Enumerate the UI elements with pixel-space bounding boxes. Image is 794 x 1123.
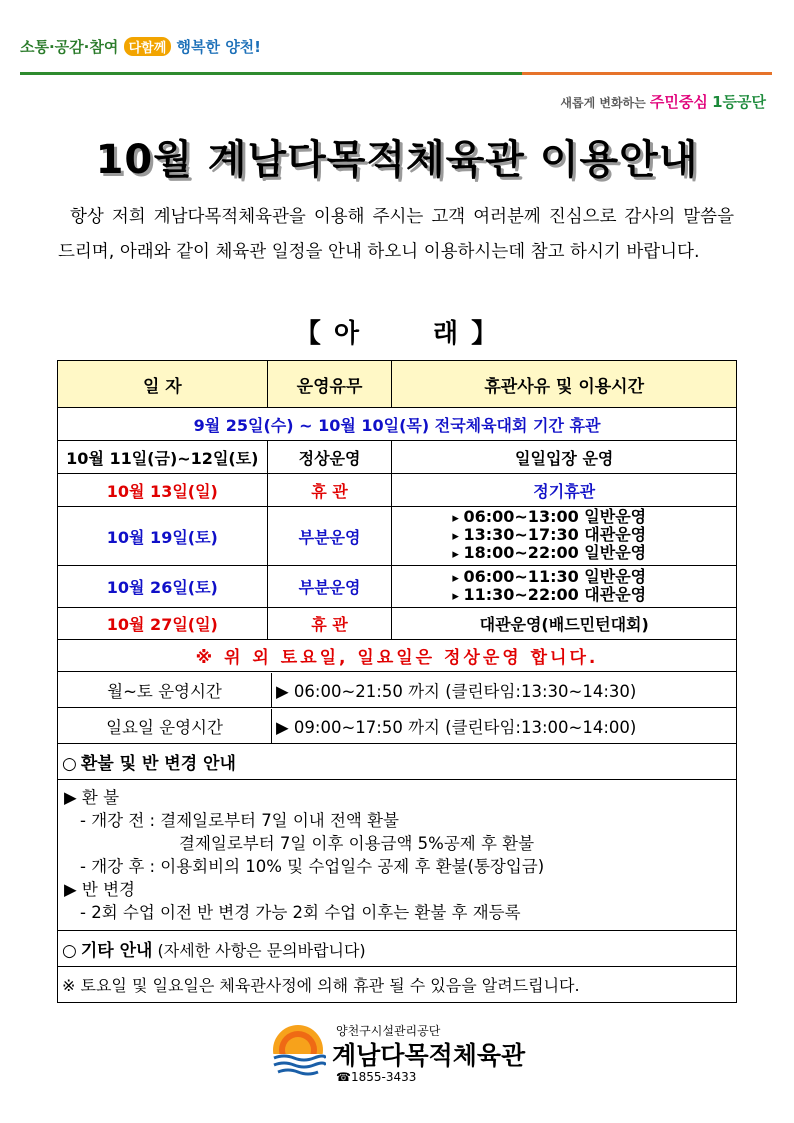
refund-line: - 2회 수업 이전 반 변경 가능 2회 수업 이후는 환불 후 재등록 (80, 903, 521, 922)
hours-row (58, 708, 737, 744)
notice-heading (0, 313, 794, 350)
footer-phone: ☎1855-3433 (336, 1070, 417, 1084)
time-slot: ▸ 11:30~22:00 대관운영 (452, 587, 732, 605)
closure-row (58, 408, 737, 441)
header-divider (20, 72, 772, 75)
other-heading: ○ 기타 안내 (자세한 사항은 문의바랍니다) (58, 931, 737, 967)
footer-name: 계남다목적체육관 (332, 1041, 526, 1070)
refund-line: ▶ 반 변경 (64, 880, 135, 899)
notice-heading-close: 래 】 (433, 319, 500, 349)
motto-badge: 1등공단 (712, 93, 766, 111)
slogan-brand: 행복한 양천! (176, 38, 262, 56)
hours-value: ▶ 06:00~21:50 까지 (클린타임:13:30~14:30) (276, 681, 637, 701)
row-status: 부분운영 (267, 566, 392, 608)
table-row (58, 608, 737, 640)
hours-row (58, 672, 737, 708)
refund-line: - 개강 후 : 이용회비의 10% 및 수업일수 공제 후 환불(통장입금) (80, 857, 545, 876)
sun-wave-logo-icon (270, 1024, 326, 1080)
page-title: 10월 계남다목적체육관 이용안내 (95, 137, 699, 183)
table-row (58, 474, 737, 507)
row-status: 정상운영 (267, 441, 392, 474)
slogan-badge: 다함께 (124, 37, 172, 56)
row-status: 휴 관 (267, 474, 392, 507)
row-status: 휴 관 (267, 608, 392, 640)
motto-main: 주민중심 (649, 93, 708, 111)
refund-line: 결제일로부터 7일 이후 이용금액 5%공제 후 환불 (179, 834, 535, 853)
time-slot: ▸ 06:00~13:00 일반운영 (452, 509, 732, 527)
hours-label: 일요일 운영시간 (58, 709, 272, 743)
table-row (58, 507, 737, 566)
time-slot: ▸ 06:00~11:30 일반운영 (452, 569, 732, 587)
row-detail: 정기휴관 (392, 474, 737, 507)
time-slot: ▸ 13:30~17:30 대관운영 (452, 527, 732, 545)
row-status: 부분운영 (267, 507, 392, 566)
row-times (392, 566, 737, 608)
weekend-row (58, 640, 737, 672)
footer (270, 1020, 570, 1090)
refund-line: - 개강 전 : 결제일로부터 7일 이내 전액 환불 (80, 811, 399, 830)
circle-icon: ○ (62, 941, 77, 961)
footnote-row (58, 967, 737, 1003)
row-date: 10월 26일(토) (58, 566, 268, 608)
refund-heading-row (58, 744, 737, 780)
refund-details (58, 780, 737, 931)
motto-prefix: 새롭게 변화하는 (560, 96, 646, 110)
row-date: 10월 27일(일) (58, 608, 268, 640)
hours-label: 월~토 운영시간 (58, 673, 272, 707)
refund-line: ▶ 환 불 (64, 788, 120, 807)
row-date: 10월 11일(금)~12일(토) (58, 441, 268, 474)
slogan (20, 36, 261, 57)
other-note: (자세한 사항은 문의바랍니다) (157, 941, 366, 960)
footer-org: 양천구시설관리공단 (336, 1024, 441, 1038)
table-row (58, 566, 737, 608)
row-times (392, 507, 737, 566)
header-status: 운영유무 (267, 361, 392, 408)
intro-text: 항상 저희 계남다목적체육관을 이용해 주시는 고객 여러분께 진심으로 감사의 말씀을 드리며, 아래와 같이 체육관 일정을 안내 하오니 이용하시는데 참고 하시기 바랍니다. (58, 207, 734, 262)
slogan-text: 소통·공감·참여 (20, 38, 119, 56)
notice-heading-open: 【 아 (294, 319, 361, 349)
closure-notice: 9월 25일(수) ~ 10월 10일(목) 전국체육대회 기간 휴관 (58, 408, 737, 441)
header-date: 일 자 (58, 361, 268, 408)
other-heading-row (58, 931, 737, 967)
motto (560, 91, 766, 112)
refund-heading: ○ 환불 및 반 변경 안내 (58, 744, 737, 780)
circle-icon: ○ (62, 754, 77, 774)
intro-paragraph (58, 200, 734, 270)
time-slot: ▸ 18:00~22:00 일반운영 (452, 545, 732, 563)
table-row (58, 441, 737, 474)
table-header-row (58, 361, 737, 408)
row-detail: 일일입장 운영 (392, 441, 737, 474)
schedule-table (57, 360, 737, 1003)
row-date: 10월 19일(토) (58, 507, 268, 566)
row-date: 10월 13일(일) (58, 474, 268, 507)
header-detail: 휴관사유 및 이용시간 (392, 361, 737, 408)
hours-value: ▶ 09:00~17:50 까지 (클린타임:13:00~14:00) (276, 717, 637, 737)
row-detail: 대관운영(배드민턴대회) (392, 608, 737, 640)
refund-details-row (58, 780, 737, 931)
weekend-notice: ※ 위 외 토요일, 일요일은 정상운영 합니다. (58, 640, 737, 672)
footnote: ※ 토요일 및 일요일은 체육관사정에 의해 휴관 될 수 있음을 알려드립니다. (58, 967, 737, 1003)
